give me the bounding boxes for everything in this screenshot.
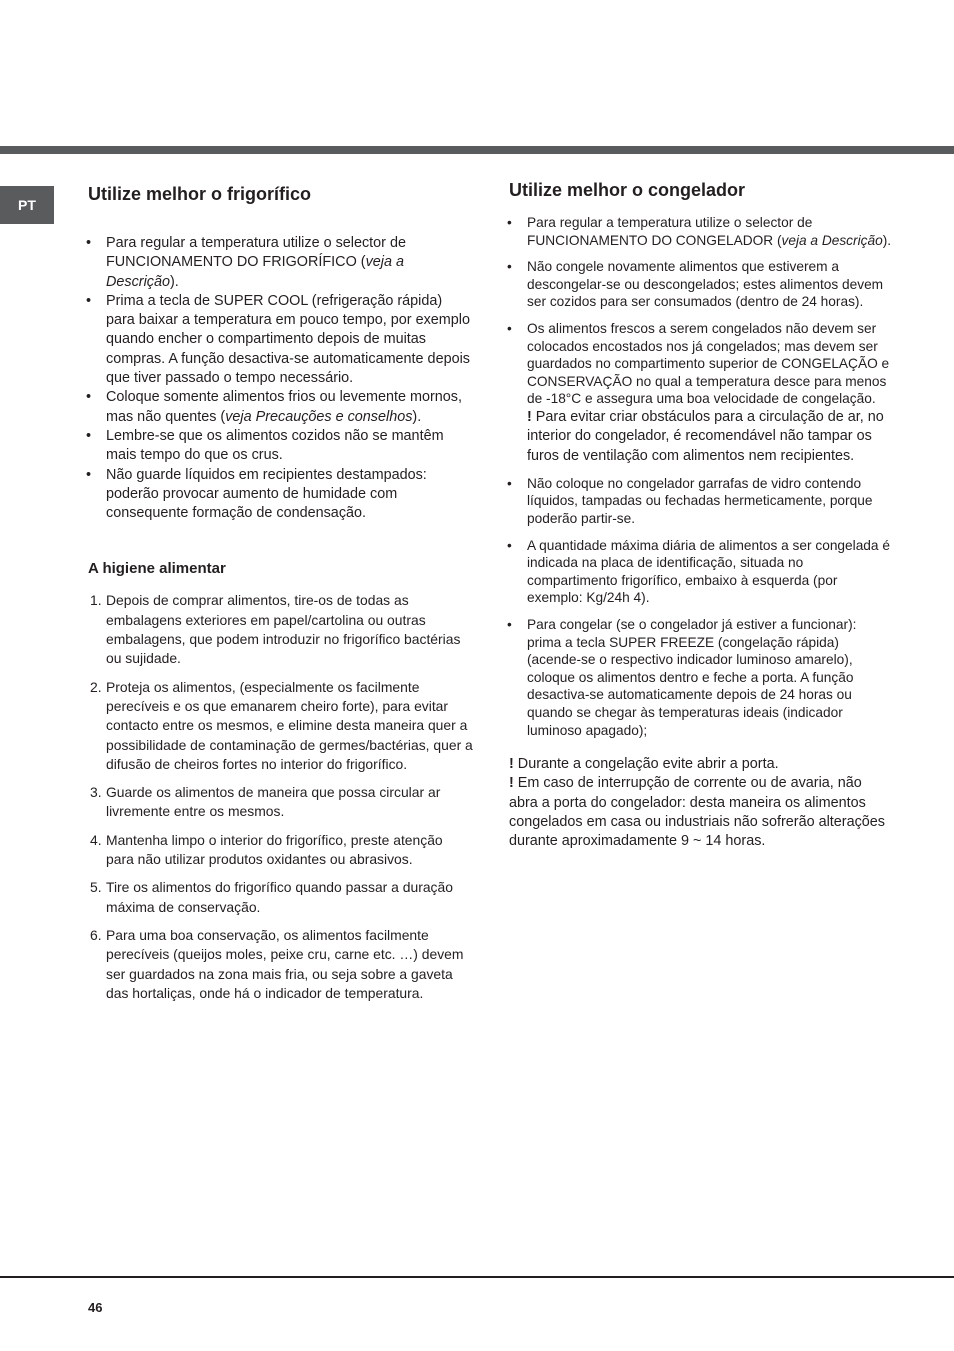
fridge-section-title: Utilize melhor o frigorífico	[88, 184, 312, 204]
list-item: 2. Proteja os alimentos, (especialmente os facilmente perecíveis e os que emanarem cheiro forte), para evitar contacto entre os mesmos, e elimine desta maneira quer a possibilidade de contaminação de germes/bactérias, quer a difusão de cheiros fortes no interior do frigorífico.	[90, 678, 473, 772]
bullet-icon: •	[86, 466, 92, 483]
list-item: • Para regular a temperatura utilize o selector de FUNCIONAMENTO DO CONGELADOR (veja a Descrição).	[507, 215, 892, 248]
bullet-icon: •	[507, 475, 512, 491]
freezer-notes	[509, 755, 894, 851]
fridge-tips-list	[88, 234, 473, 523]
header-bar	[0, 146, 954, 154]
freezer-section-title: Utilize melhor o congelador	[509, 180, 746, 200]
warning-icon: !	[509, 756, 514, 773]
bullet-icon: •	[507, 259, 512, 275]
bullet-icon: •	[86, 389, 92, 406]
bullet-icon: •	[507, 215, 512, 230]
hygiene-title: A higiene alimentar	[88, 560, 226, 578]
bullet-icon: •	[86, 427, 92, 444]
freezer-tips-list	[509, 214, 894, 739]
list-item: 6. Para uma boa conservação, os alimentos facilmente perecíveis (queijos moles, peixe cru, carne etc. …) devem ser guardados na zona mais fria, ou seja sobre a gaveta das hortaliças, onde há o indicador de temperatura.	[90, 926, 464, 1001]
warning-icon: !	[509, 775, 514, 792]
hygiene-list	[88, 591, 473, 1003]
list-item: • Prima a tecla de SUPER COOL (refrigeração rápida) para baixar a temperatura em pouco tempo, por exemplo quando encher o compartimento depois de muitas compras. A função desactiva-se automaticamente depois que tiver passado o tempo necessário.	[86, 292, 470, 387]
bullet-icon: •	[86, 235, 92, 251]
bullet-icon: •	[507, 616, 512, 632]
list-item: 1. Depois de comprar alimentos, tire-os de todas as embalagens exteriores em papel/cartolina ou outras embalagens, que podem introduzir no frigorífico bactérias ou sujidade.	[90, 592, 461, 667]
bullet-icon: •	[507, 320, 512, 336]
list-item: • Coloque somente alimentos frios ou levemente mornos, mas não quentes (veja Precauções e conselhos).	[86, 389, 462, 425]
page-number: 46	[88, 1300, 103, 1315]
list-item: 3. Guarde os alimentos de maneira que possa circular ar livremente entre os mesmos.	[90, 784, 441, 820]
right-column	[509, 178, 894, 852]
list-item: • Para regular a temperatura utilize o selector de FUNCIONAMENTO DO FRIGORÍFICO (veja a Descrição).	[86, 235, 406, 290]
warning-icon: !	[527, 408, 532, 425]
list-item: • A quantidade máxima diária de alimentos a ser congelada é indicada na placa de identificação, situada no compartimento frigorífico, embaixo à esquerda (por exemplo: Kg/24h 4).	[507, 537, 890, 606]
left-column	[88, 182, 473, 1012]
list-item: • Os alimentos frescos a serem congelados não devem ser colocados encostados nos já congelados; mas devem ser guardados no compartimento superior de CONGELAÇÃO e CONSERVAÇÃO no qual a temperatura desce para menos de -18°C e assegura uma boa velocidade de congelação. ! Para evitar criar obstáculos para a circulação de ar, no interior do congelador, é recomendável não tampar os furos de ventilação com alimentos nem recipientes.	[527, 320, 894, 466]
list-item: 4. Mantenha limpo o interior do frigorífico, preste atenção para não utilizar produtos oxidantes ou abrasivos.	[90, 831, 443, 868]
footer-rule	[0, 1276, 954, 1278]
note-power-failure: ! Em caso de interrupção de corrente ou de avaria, não abra a porta do congelador: desta maneira os alimentos congelados em casa ou industriais não sofrerão alterações durante aproximadamente 9 ~ 14 horas.	[509, 775, 885, 850]
list-item: • Não coloque no congelador garrafas de vidro contendo líquidos, tampadas ou fechadas hermeticamente, porque poderão partir-se.	[507, 475, 873, 527]
note-door: ! Durante a congelação evite abrir a porta.	[509, 756, 779, 773]
bullet-icon: •	[86, 292, 92, 309]
list-item: • Lembre-se que os alimentos cozidos não se mantêm mais tempo do que os crus.	[86, 427, 444, 464]
ventilation-warning: ! Para evitar criar obstáculos para a circulação de ar, no interior do congelador, é recomendável não tampar os furos de ventilação com alimentos nem recipientes.	[527, 408, 884, 464]
list-item: • Para congelar (se o congelador já estiver a funcionar): prima a tecla SUPER FREEZE (congelação rápida) (acende-se o respectivo indicador luminoso amarelo), coloque os alimentos dentro e feche a porta. A função desactiva-se automaticamente depois de 24 horas ou quando se chegar às temperaturas ideais (indicador luminoso apagado);	[507, 616, 857, 738]
list-item: • Não congele novamente alimentos que estiverem a descongelar-se ou descongelados; estes alimentos devem ser cozidos para ser consumados (dentro de 24 horas).	[507, 259, 884, 310]
language-tab: PT	[0, 186, 54, 224]
list-item: 5. Tire os alimentos do frigorífico quando passar a duração máxima de conservação.	[90, 879, 453, 915]
bullet-icon: •	[507, 537, 512, 553]
list-item: • Não guarde líquidos em recipientes destampados: poderão provocar aumento de humidade com consequente formação de condensação.	[86, 466, 427, 522]
